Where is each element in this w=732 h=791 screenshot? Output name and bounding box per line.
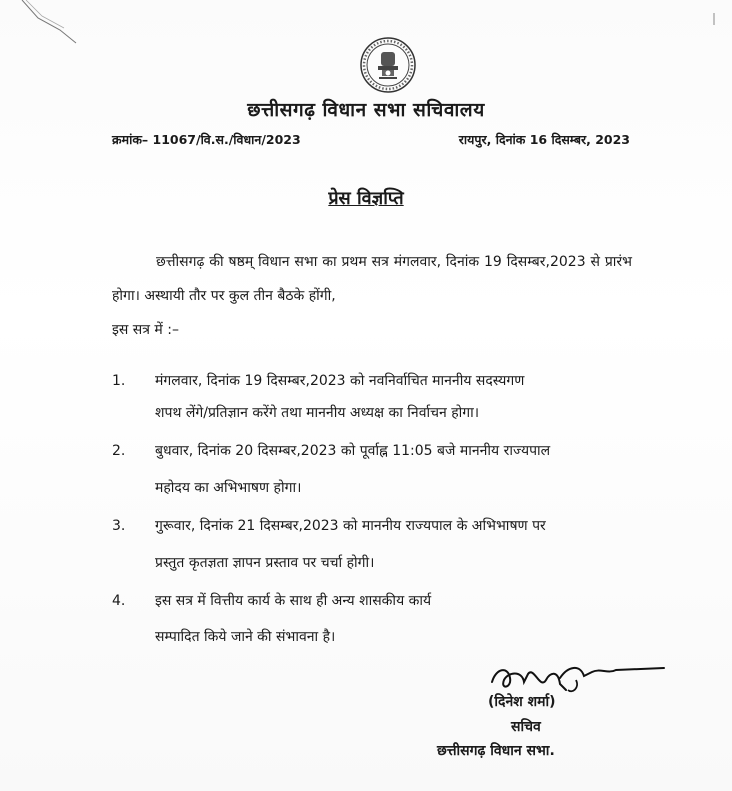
signatory-designation: सचिव	[511, 719, 541, 735]
place-and-date: रायपुर, दिनांक 16 दिसम्बर, 2023	[458, 132, 630, 147]
signatory-organization: छत्तीसगढ़ विधान सभा.	[437, 743, 555, 759]
list-item-line: गुरूवार, दिनांक 21 दिसम्बर,2023 को माननीय राज्यपाल के अभिभाषण पर	[155, 518, 546, 534]
reference-number: क्रमांक– 11067/वि.स./विधान/2023	[112, 132, 301, 147]
list-item-line: महोदय का अभिभाषण होगा।	[155, 480, 302, 496]
intro-last-line: इस सत्र में :–	[112, 322, 179, 338]
list-item-line: प्रस्तुत कृतज्ञता ज्ञापन प्रस्ताव पर चर्चा होगी।	[155, 555, 375, 571]
scan-artifact-mark	[20, 0, 80, 45]
intro-paragraph: छत्तीसगढ़ की षष्ठम् विधान सभा का प्रथम सत्र मंगलवार, दिनांक 19 दिसम्बर,2023 से प्रारंभ होगा। अस्थायी तौर पर कुल तीन बैठके होंगी,	[112, 254, 632, 304]
list-item-line: सम्पादित किये जाने की संभावना है।	[155, 629, 336, 645]
list-item-number: 4.	[112, 593, 126, 609]
ashoka-emblem-seal-icon	[359, 36, 417, 94]
list-item-number: 3.	[112, 518, 126, 534]
list-item-number: 1.	[112, 373, 126, 389]
list-item-line: बुधवार, दिनांक 20 दिसम्बर,2023 को पूर्वाह्न 11:05 बजे माननीय राज्यपाल	[155, 443, 551, 459]
reference-line	[112, 131, 630, 148]
list-item-line: इस सत्र में वित्तीय कार्य के साथ ही अन्य शासकीय कार्य	[155, 593, 432, 609]
list-item-number: 2.	[112, 443, 126, 459]
document-title: प्रेस विज्ञप्ति	[328, 188, 404, 209]
list-item-line: मंगलवार, दिनांक 19 दिसम्बर,2023 को नवनिर्वाचित माननीय सदस्यगण	[155, 373, 525, 389]
organization-title: छत्तीसगढ़ विधान सभा सचिवालय	[247, 99, 485, 121]
list-item-line: शपथ लेंगे/प्रतिज्ञान करेंगे तथा माननीय अध्यक्ष का निर्वाचन होगा।	[155, 405, 480, 421]
signatory-name: (दिनेश शर्मा)	[488, 694, 556, 710]
scan-artifact-dot	[710, 12, 718, 26]
